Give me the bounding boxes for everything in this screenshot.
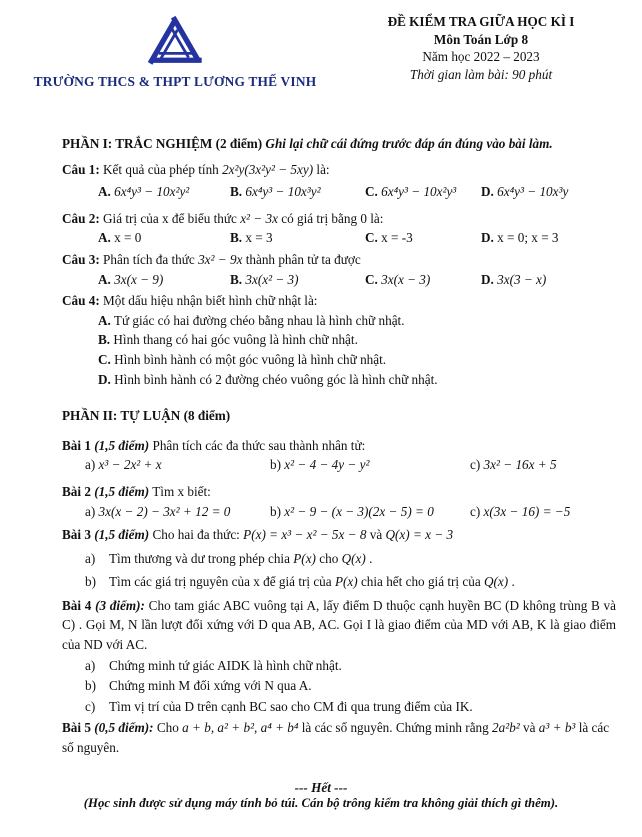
- bai3-item-b-letter: b): [85, 574, 96, 590]
- q3-option-a-letter: A.: [98, 271, 111, 287]
- q1-option-c: [365, 182, 481, 202]
- q4-option-c-value: Hình bình hành có một góc vuông là hình chữ nhật.: [114, 351, 387, 367]
- q2-option-a: [98, 228, 230, 248]
- end-mark: --- Hết ---: [294, 779, 348, 795]
- bai4-item-a: [85, 656, 616, 676]
- q3-option-d-value: 3x(3 − x): [497, 271, 547, 287]
- question-3-stem: [62, 250, 616, 270]
- bai-3-text-mid: và: [366, 527, 386, 543]
- bai-5-text1: Cho: [153, 720, 183, 736]
- q2-option-a-letter: A.: [98, 230, 111, 246]
- exam-title: ĐỀ KIỂM TRA GIỮA HỌC KÌ I: [387, 14, 575, 29]
- bai-3-math-p: P(x) = x³ − x² − 5x − 8: [243, 527, 367, 543]
- bai-2-label: Bài 2: [62, 483, 95, 499]
- q1-option-a-value: 6x⁴y³ − 10x²y²: [114, 184, 190, 200]
- bai3-item-a-letter: a): [85, 550, 96, 566]
- bai-1-points: (1,5 điểm): [94, 437, 150, 453]
- question-2-math: x² − 3x: [240, 210, 278, 226]
- question-1-text-end: là:: [313, 161, 330, 177]
- q4-option-a: [98, 311, 616, 331]
- q2-option-a-value: x = 0: [114, 230, 142, 246]
- part1-heading-text: PHẦN I: TRẮC NGHIỆM (2 điểm): [62, 136, 263, 151]
- bai1-item-b: [270, 455, 470, 475]
- bai-1-stem: [62, 436, 616, 456]
- exam-subject: Môn Toán Lớp 8: [433, 31, 529, 47]
- exam-body: [62, 134, 616, 758]
- bai-1: [62, 436, 616, 475]
- q3-option-c-letter: C.: [365, 271, 378, 287]
- bai1-item-c-math: 3x² − 16x + 5: [483, 457, 557, 473]
- bai3-item-a-text2: cho: [315, 550, 342, 566]
- bai3-item-b-math1: P(x): [334, 574, 358, 590]
- bai-1-label: Bài 1: [62, 437, 95, 453]
- q4-option-a-letter: A.: [98, 312, 111, 328]
- question-3-label: Câu 3:: [62, 251, 100, 267]
- q1-option-a-letter: A.: [98, 184, 111, 200]
- bai1-item-c-letter: c): [470, 457, 481, 473]
- bai-3-math-q: Q(x) = x − 3: [385, 527, 454, 543]
- bai2-item-b-math: x² − 9 − (x − 3)(2x − 5) = 0: [284, 503, 434, 519]
- q2-option-b-letter: B.: [230, 230, 243, 246]
- question-1-label: Câu 1:: [62, 161, 100, 177]
- question-1-text: Kết quả của phép tính: [103, 161, 223, 177]
- bai-5: [62, 718, 616, 757]
- question-3: [62, 250, 616, 289]
- q1-option-d: [481, 182, 616, 202]
- q4-option-c: [98, 350, 616, 370]
- q4-option-d-letter: D.: [98, 371, 111, 387]
- bai4-item-c: [85, 697, 616, 717]
- question-2-stem: [62, 209, 616, 229]
- q3-option-b: [230, 270, 365, 290]
- q1-option-b-value: 6x⁴y³ − 10x³y²: [245, 184, 321, 200]
- q4-option-a-value: Tứ giác có hai đường chéo bằng nhau là hình chữ nhật.: [113, 312, 405, 328]
- question-1: [62, 160, 616, 202]
- question-4-text: Một dấu hiệu nhận biết hình chữ nhật là:: [103, 293, 318, 309]
- question-4-label: Câu 4:: [62, 293, 100, 309]
- question-4: [62, 291, 616, 389]
- q4-option-c-letter: C.: [98, 351, 111, 367]
- q4-option-b: [98, 330, 616, 350]
- bai-2: [62, 482, 616, 521]
- q1-option-b-letter: B.: [230, 184, 243, 200]
- bai-5-text2: là các số nguyên. Chứng minh rằng: [298, 720, 493, 736]
- bai-3-label: Bài 3: [62, 527, 95, 543]
- exam-duration: Thời gian làm bài: 90 phút: [409, 66, 553, 82]
- bai-5-math2: 2a²b²: [492, 720, 520, 736]
- question-1-options: [98, 182, 616, 202]
- bai2-item-b: [270, 502, 470, 522]
- bai3-item-b-text3: .: [508, 574, 515, 590]
- q3-option-d: [481, 270, 616, 290]
- bai1-item-b-letter: b): [270, 457, 281, 473]
- bai-5-points: (0,5 điểm):: [94, 720, 154, 736]
- exam-school-year: Năm học 2022 – 2023: [422, 49, 540, 64]
- q1-option-d-value: 6x⁴y³ − 10x³y: [497, 184, 569, 200]
- question-2: [62, 209, 616, 248]
- bai-2-text: Tìm x biết:: [149, 483, 211, 499]
- part2-heading: PHẦN II: TỰ LUẬN (8 điểm): [62, 408, 231, 424]
- q4-option-b-letter: B.: [98, 332, 111, 348]
- school-name: TRƯỜNG THCS & THPT LƯƠNG THẾ VINH: [33, 74, 317, 89]
- bai-5-text4: là các số nguyên.: [62, 720, 610, 756]
- bai4-item-a-letter: a): [85, 657, 96, 673]
- bai4-item-a-text: Chứng minh tứ giác AIDK là hình chữ nhật.: [109, 657, 342, 673]
- q3-option-c: [365, 270, 481, 290]
- q2-option-b-value: x = 3: [245, 230, 273, 246]
- bai2-item-c: [470, 502, 616, 522]
- q3-option-a-value: 3x(x − 9): [114, 271, 164, 287]
- bai-3: [62, 525, 616, 592]
- q1-option-d-letter: D.: [481, 184, 494, 200]
- q2-option-d: [481, 228, 616, 248]
- q3-option-b-value: 3x(x² − 3): [245, 271, 299, 287]
- bai-3-stem: [62, 525, 616, 545]
- bai-2-points: (1,5 điểm): [94, 483, 150, 499]
- q3-option-a: [98, 270, 230, 290]
- bai4-item-b-letter: b): [85, 678, 96, 694]
- question-2-options: [98, 228, 616, 248]
- bai-4-text: Cho tam giác ABC vuông tại A, lấy điểm D thuộc cạnh huyền BC (D không trùng B và C) . Gọi M, N lần lượt đối xứng với D qua AB, AC. Gọi I là giao điểm của MD với AB, K là giao điểm của ND với AC.: [62, 597, 616, 653]
- bai4-item-b-text: Chứng minh M đối xứng với N qua A.: [109, 678, 312, 694]
- q2-option-d-value: x = 0; x = 3: [497, 230, 559, 246]
- bai-4: [62, 596, 616, 717]
- q4-option-d: [98, 370, 616, 390]
- bai-3-text: Cho hai đa thức:: [149, 527, 244, 543]
- q3-option-b-letter: B.: [230, 271, 243, 287]
- bai3-item-a-text: Tìm thương và dư trong phép chia: [109, 550, 294, 566]
- bai3-item-b-math2: Q(x): [483, 574, 509, 590]
- q1-option-c-letter: C.: [365, 184, 378, 200]
- bai4-item-b: [85, 676, 616, 696]
- question-2-label: Câu 2:: [62, 210, 100, 226]
- header: [0, 0, 642, 90]
- question-2-text-end: có giá trị bằng 0 là:: [277, 210, 384, 226]
- bai1-item-a: [85, 455, 270, 475]
- bai1-item-c: [470, 455, 616, 475]
- bai3-item-b-text: Tìm các giá trị nguyên của x để giá trị của: [109, 574, 335, 590]
- q3-option-c-value: 3x(x − 3): [381, 271, 431, 287]
- bai-4-stem: [62, 596, 616, 655]
- q4-option-d-value: Hình bình hành có 2 đường chéo vuông góc là hình chữ nhật.: [114, 371, 438, 387]
- bai1-item-a-math: x³ − 2x² + x: [98, 457, 162, 473]
- bai3-item-a-math2: Q(x): [341, 550, 366, 566]
- bai-5-text3: và: [519, 720, 539, 736]
- bai-5-label: Bài 5: [62, 720, 95, 736]
- question-3-text: Phân tích đa thức: [103, 251, 199, 267]
- question-1-stem: [62, 160, 616, 180]
- bai2-item-a: [85, 502, 270, 522]
- question-2-text: Giá trị của x để biểu thức: [103, 210, 241, 226]
- bai-2-items: [85, 502, 616, 522]
- q2-option-c-letter: C.: [365, 230, 378, 246]
- bai2-item-c-math: x(3x − 16) = −5: [483, 503, 571, 519]
- bai3-item-b: [85, 572, 616, 592]
- bai1-item-b-math: x² − 4 − 4y − y²: [284, 457, 370, 473]
- q2-option-d-letter: D.: [481, 230, 494, 246]
- q2-option-c-value: x = -3: [381, 230, 413, 246]
- part1-instruction: Ghi lại chữ cái đứng trước đáp án đúng vào bài làm.: [265, 136, 553, 151]
- exam-info-block: [350, 8, 642, 90]
- question-3-text-end: thành phân tử ta được: [242, 251, 361, 267]
- bai4-item-c-letter: c): [85, 698, 96, 714]
- bai3-item-a: [85, 549, 616, 569]
- bai-1-items: [85, 455, 616, 475]
- question-1-math: 2x²y(3x²y² − 5xy): [222, 161, 314, 177]
- q1-option-a: [98, 182, 230, 202]
- question-4-stem: [62, 291, 616, 311]
- bai1-item-a-letter: a): [85, 457, 96, 473]
- bai-4-points: (3 điểm):: [95, 597, 145, 613]
- bai4-item-c-text: Tìm vị trí của D trên cạnh BC sao cho CM đi qua trung điểm của IK.: [109, 698, 473, 714]
- bai-1-text: Phân tích các đa thức sau thành nhân tử:: [149, 437, 366, 453]
- bai2-item-c-letter: c): [470, 503, 481, 519]
- school-logo-icon: [140, 8, 210, 72]
- footer: [0, 780, 642, 811]
- part1-heading: [62, 134, 616, 154]
- bai3-item-a-text3: .: [365, 550, 373, 566]
- question-3-options: [98, 270, 616, 290]
- bai3-item-b-text2: chia hết cho giá trị của: [357, 574, 484, 590]
- q1-option-c-value: 6x⁴y³ − 10x²y³: [381, 184, 457, 200]
- footer-note: (Học sinh được sử dụng máy tính bỏ túi. Cán bộ trông kiểm tra không giải thích gì thêm).: [83, 795, 559, 810]
- bai-5-math3: a³ + b³: [538, 720, 576, 736]
- q4-option-b-value: Hình thang có hai góc vuông là hình chữ nhật.: [113, 332, 358, 348]
- bai2-item-b-letter: b): [270, 503, 281, 519]
- school-block: [0, 8, 350, 90]
- question-3-math: 3x² − 9x: [198, 251, 243, 267]
- bai-4-label: Bài 4: [62, 597, 96, 613]
- q1-option-b: [230, 182, 365, 202]
- bai2-item-a-math: 3x(x − 2) − 3x² + 12 = 0: [98, 503, 231, 519]
- bai-5-math1: a + b, a² + b², a⁴ + b⁴: [182, 720, 299, 736]
- bai3-item-a-math1: P(x): [293, 550, 316, 566]
- bai-2-stem: [62, 482, 616, 502]
- bai2-item-a-letter: a): [85, 503, 96, 519]
- bai-3-points: (1,5 điểm): [94, 527, 150, 543]
- q2-option-c: [365, 228, 481, 248]
- q3-option-d-letter: D.: [481, 271, 494, 287]
- q2-option-b: [230, 228, 365, 248]
